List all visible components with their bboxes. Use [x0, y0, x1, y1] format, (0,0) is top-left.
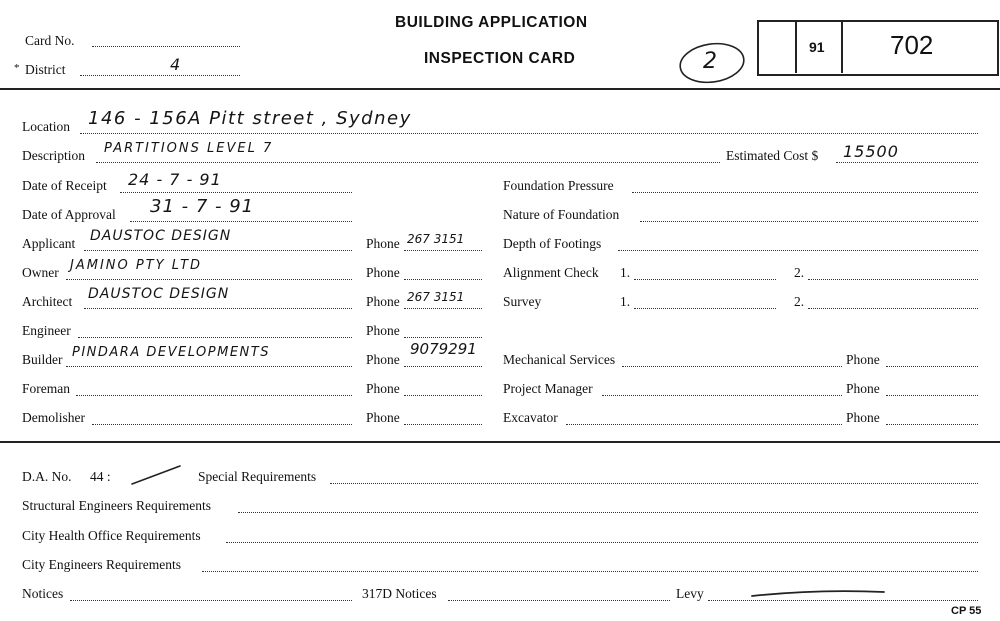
section-rule: [0, 441, 1000, 443]
project-manager-field[interactable]: [602, 395, 842, 396]
date-of-approval-label: Date of Approval: [22, 207, 116, 222]
architect-phone-label: Phone: [366, 294, 400, 309]
location-label: Location: [22, 119, 70, 134]
depth-of-footings-label: Depth of Footings: [503, 236, 602, 251]
special-requirements-label: Special Requirements: [198, 469, 317, 484]
city-health-label: City Health Office Requirements: [22, 528, 201, 543]
header-rule: [0, 88, 1000, 90]
mechanical-services-phone-label: Phone: [846, 352, 880, 367]
project-manager-phone-label: Phone: [846, 381, 880, 396]
alignment-check-2-field[interactable]: [808, 279, 978, 280]
architect-value: DAUSTOC DESIGN: [88, 286, 230, 302]
city-engineers-label: City Engineers Requirements: [22, 557, 181, 572]
card-no-field[interactable]: [92, 46, 240, 47]
excavator-field[interactable]: [566, 424, 842, 425]
survey-label: Survey: [503, 294, 542, 309]
da-no-value: 44 :: [90, 469, 111, 484]
date-of-receipt-label: Date of Receipt: [22, 178, 107, 193]
foundation-pressure-field[interactable]: [632, 192, 978, 193]
demolisher-phone-label: Phone: [366, 410, 400, 425]
box-divider: [795, 21, 797, 73]
alignment-check-2-label: 2.: [794, 265, 805, 280]
project-manager-label: Project Manager: [503, 381, 593, 396]
asterisk-mark: *: [14, 62, 20, 74]
box-year: 91: [809, 39, 825, 55]
builder-field[interactable]: [66, 366, 352, 367]
levy-stroke-mark: [748, 586, 888, 602]
location-field[interactable]: [80, 133, 978, 134]
applicant-field[interactable]: [84, 250, 352, 251]
engineer-field[interactable]: [78, 337, 352, 338]
card-no-label: Card No.: [25, 33, 75, 48]
estimated-cost-value: 15500: [843, 142, 899, 161]
district-field[interactable]: [80, 75, 240, 76]
description-field[interactable]: [96, 162, 720, 163]
date-of-approval-field[interactable]: [130, 221, 352, 222]
alignment-check-1-field[interactable]: [634, 279, 776, 280]
builder-phone-field[interactable]: [404, 366, 482, 367]
foreman-label: Foreman: [22, 381, 70, 396]
mechanical-services-field[interactable]: [622, 366, 842, 367]
card-number-box: [757, 20, 999, 76]
form-code: CP 55: [951, 605, 982, 617]
district-label: District: [25, 62, 66, 77]
applicant-phone-field[interactable]: [404, 250, 482, 251]
builder-value: PINDARA DEVELOPMENTS: [72, 345, 270, 360]
city-health-field[interactable]: [226, 542, 978, 543]
notices-field[interactable]: [70, 600, 352, 601]
da-no-label: D.A. No.: [22, 469, 72, 484]
mechanical-services-phone-field[interactable]: [886, 366, 978, 367]
nature-of-foundation-field[interactable]: [640, 221, 978, 222]
applicant-value: DAUSTOC DESIGN: [90, 228, 232, 244]
mechanical-services-label: Mechanical Services: [503, 352, 616, 367]
alignment-check-label: Alignment Check: [503, 265, 599, 280]
engineer-phone-field[interactable]: [404, 337, 482, 338]
architect-phone-value: 267 3151: [407, 290, 465, 304]
notices-317d-field[interactable]: [448, 600, 670, 601]
alignment-check-1-label: 1.: [620, 265, 631, 280]
architect-label: Architect: [22, 294, 73, 309]
city-engineers-field[interactable]: [202, 571, 978, 572]
applicant-label: Applicant: [22, 236, 76, 251]
builder-phone-label: Phone: [366, 352, 400, 367]
demolisher-field[interactable]: [92, 424, 352, 425]
levy-label: Levy: [676, 586, 704, 601]
notices-label: Notices: [22, 586, 64, 601]
foreman-field[interactable]: [76, 395, 352, 396]
survey-1-field[interactable]: [634, 308, 776, 309]
structural-engineers-field[interactable]: [238, 512, 978, 513]
owner-value: JAMINO PTY LTD: [70, 258, 203, 273]
excavator-phone-label: Phone: [846, 410, 880, 425]
notices-317d-label: 317D Notices: [362, 586, 437, 601]
special-requirements-field[interactable]: [330, 483, 978, 484]
location-value: 146 - 156A Pitt street , Sydney: [88, 108, 412, 129]
foreman-phone-field[interactable]: [404, 395, 482, 396]
date-of-approval-value: 31 - 7 - 91: [150, 196, 255, 217]
foreman-phone-label: Phone: [366, 381, 400, 396]
form-title: BUILDING APPLICATION: [395, 14, 588, 31]
box-number: 702: [890, 30, 934, 60]
owner-field[interactable]: [66, 279, 352, 280]
nature-of-foundation-label: Nature of Foundation: [503, 207, 620, 222]
structural-engineers-label: Structural Engineers Requirements: [22, 498, 211, 513]
date-of-receipt-value: 24 - 7 - 91: [128, 170, 222, 189]
date-of-receipt-field[interactable]: [120, 192, 352, 193]
survey-2-field[interactable]: [808, 308, 978, 309]
owner-phone-field[interactable]: [404, 279, 482, 280]
owner-phone-label: Phone: [366, 265, 400, 280]
architect-field[interactable]: [84, 308, 352, 309]
district-value: 4: [170, 55, 182, 74]
form-subtitle: INSPECTION CARD: [424, 50, 576, 67]
depth-of-footings-field[interactable]: [618, 250, 978, 251]
survey-1-label: 1.: [620, 294, 631, 309]
description-label: Description: [22, 148, 85, 163]
circled-number-value: 2: [703, 49, 718, 74]
architect-phone-field[interactable]: [404, 308, 482, 309]
engineer-label: Engineer: [22, 323, 71, 338]
excavator-label: Excavator: [503, 410, 558, 425]
builder-label: Builder: [22, 352, 63, 367]
excavator-phone-field[interactable]: [886, 424, 978, 425]
foundation-pressure-label: Foundation Pressure: [503, 178, 614, 193]
engineer-phone-label: Phone: [366, 323, 400, 338]
estimated-cost-label: Estimated Cost $: [726, 148, 819, 163]
box-divider: [841, 21, 843, 73]
demolisher-label: Demolisher: [22, 410, 85, 425]
owner-label: Owner: [22, 265, 59, 280]
da-no-stroke-mark: [128, 462, 184, 490]
applicant-phone-value: 267 3151: [407, 232, 465, 246]
demolisher-phone-field[interactable]: [404, 424, 482, 425]
description-value: PARTITIONS LEVEL 7: [104, 141, 274, 156]
builder-phone-value: 9079291: [410, 340, 477, 358]
survey-2-label: 2.: [794, 294, 805, 309]
estimated-cost-field[interactable]: [836, 162, 978, 163]
applicant-phone-label: Phone: [366, 236, 400, 251]
project-manager-phone-field[interactable]: [886, 395, 978, 396]
